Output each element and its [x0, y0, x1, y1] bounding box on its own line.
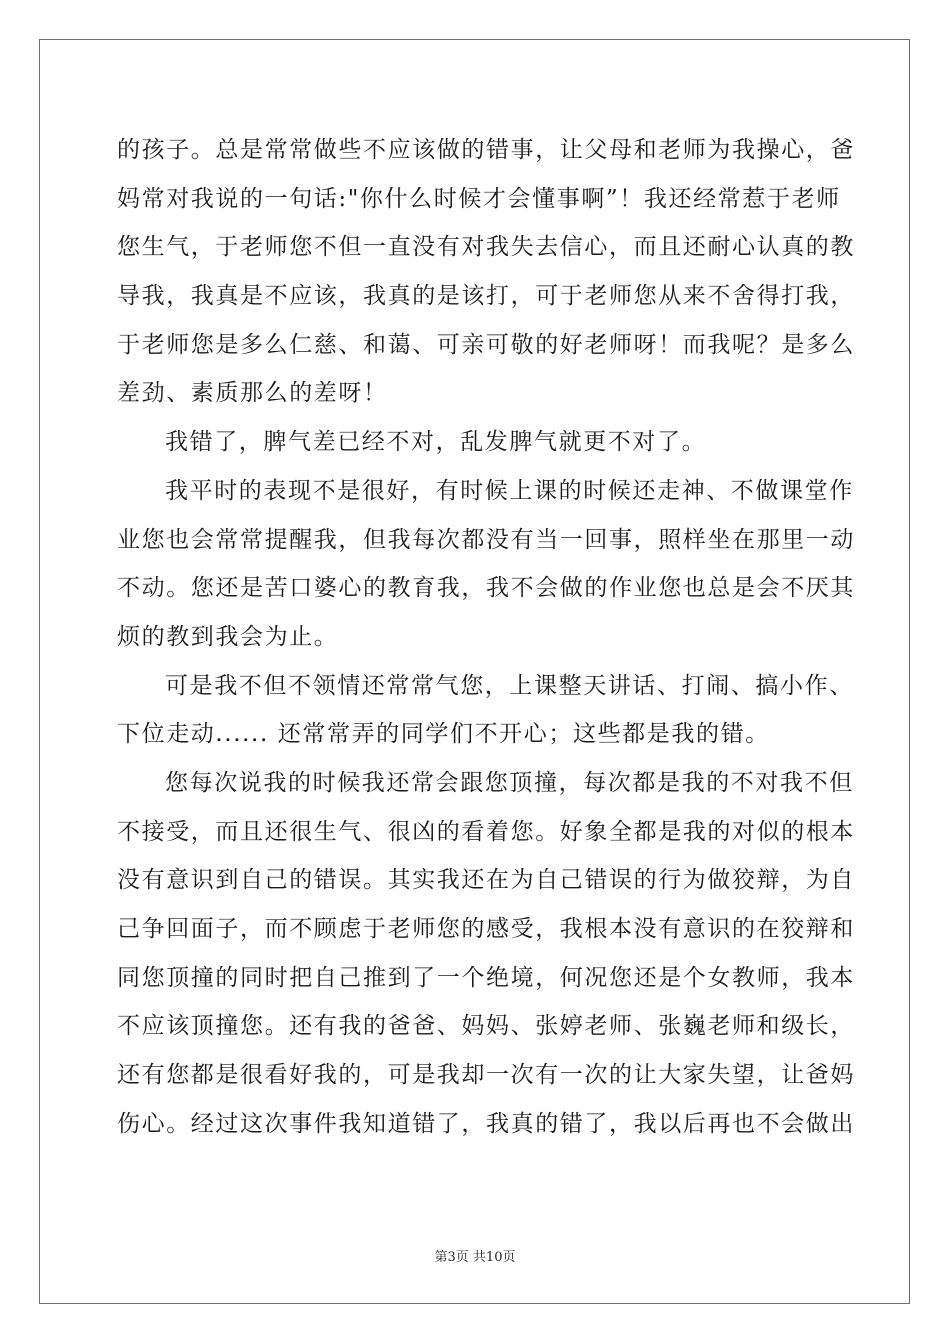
text-line: 同您顶撞的同时把自己推到了一个绝境，何况您还是个女教师，我本 [117, 964, 855, 991]
text-line: 我错了，脾气差已经不对，乱发脾气就更不对了。 [165, 429, 707, 456]
text-line: 的孩子。总是常常做些不应该做的错事，让父母和老师为我操心，爸 [117, 137, 855, 163]
page-number-footer: 第3页 共10页 [434, 1250, 516, 1265]
text-line: 业您也会常常提醒我，但我每次都没有当一回事，照样坐在那里一动 [117, 526, 855, 553]
text-line: 我平时的表现不是很好，有时候上课的时候还走神、不做课堂作 [165, 477, 854, 504]
text-line: 没有意识到自己的错误。其实我还在为自己错误的行为做狡辩，为自 [117, 867, 855, 894]
document-body [117, 126, 855, 1148]
text-line: 伤心。经过这次事件我知道错了，我真的错了，我以后再也不会做出 [117, 1110, 855, 1137]
text-line: 不动。您还是苦口婆心的教育我，我不会做的作业您也总是会不厌其 [117, 575, 855, 602]
text-line: 妈常对我说的一句话:"你什么时候才会懂事啊”！我还经常惹于老师 [117, 185, 841, 212]
text-line: 您每次说我的时候我还常会跟您顶撞，每次都是我的不对我不但 [165, 769, 854, 796]
text-line: 不接受，而且还很生气、很凶的看着您。好象全都是我的对似的根本 [117, 818, 855, 845]
text-line: 己争回面子，而不顾虑于老师您的感受，我根本没有意识的在狡辩和 [117, 916, 855, 942]
text-line: 可是我不但不领情还常常气您，上课整天讲话、打闹、搞小作、 [165, 672, 854, 699]
text-line: 不应该顶撞您。还有我的爸爸、妈妈、张婷老师、张巍老师和级长， [117, 1013, 855, 1040]
text-line: 您生气，于老师您不但一直没有对我失去信心，而且还耐心认真的教 [117, 234, 855, 261]
text-line: 还有您都是很看好我的，可是我却一次有一次的让大家失望，让爸妈 [117, 1062, 855, 1089]
text-line: 下位走动...... 还常常弄的同学们不开心；这些都是我的错。 [117, 721, 770, 748]
text-line: 导我，我真是不应该，我真的是该打，可于老师您从来不舍得打我， [117, 283, 855, 310]
text-line: 于老师您是多么仁慈、和蔼、可亲可敬的好老师呀！而我呢？是多么 [117, 331, 855, 358]
text-line: 差劲、素质那么的差呀！ [117, 380, 388, 407]
text-line: 烦的教到我会为止。 [117, 623, 339, 650]
